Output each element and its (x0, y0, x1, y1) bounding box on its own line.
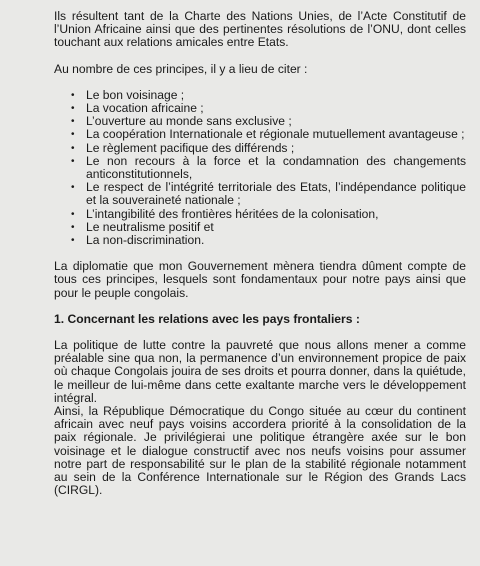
intro-paragraph: Ils résultent tant de la Charte des Nations Unies, de l’Acte Constitutif de l’Union Africaine ainsi que des pertinentes résolutions de l’ONU, dont celles touchant aux relations amicales entre Etats. (54, 9, 466, 50)
bullet-icon: • (71, 142, 75, 154)
bullet-icon: • (71, 116, 75, 128)
bullet-icon: • (71, 129, 75, 141)
bullet-icon: • (71, 89, 75, 101)
principle-text: Le respect de l’intégrité territoriale des Etats, l’indépendance politique et la souveraineté nationale ; (86, 180, 466, 208)
principles-list (54, 89, 466, 247)
principle-text: Le bon voisinage ; (86, 87, 185, 102)
principle-text: Le règlement pacifique des différends ; (86, 140, 295, 155)
principle-text: La vocation africaine ; (86, 101, 204, 116)
section-number: 1. (54, 311, 65, 326)
bullet-icon: • (71, 221, 75, 233)
principle-item (71, 181, 466, 207)
bullet-icon: • (71, 182, 75, 194)
principle-text: La non-discrimination. (86, 233, 205, 248)
principle-text: Le non recours à la force et la condamnation des changements anticonstitutionnels, (86, 153, 466, 182)
bullet-icon: • (71, 208, 75, 220)
bullet-icon: • (71, 103, 75, 115)
principle-text: L’intangibilité des frontières héritées de la colonisation, (86, 206, 379, 221)
principle-item (71, 234, 466, 247)
principle-item (71, 155, 466, 181)
bullet-icon: • (71, 235, 75, 247)
diplomacy-paragraph: La diplomatie que mon Gouvernement mènera tiendra dûment compte de tous ces principes, lesquels sont fondamentaux pour notre pays ainsi que pour le peuple congolais. (54, 259, 466, 300)
section-heading (54, 313, 466, 326)
principles-lead: Au nombre de ces principes, il y a lieu de citer : (54, 61, 308, 76)
poverty-paragraph: La politique de lutte contre la pauvreté que nous allons mener a comme préalable sine qua non, la permanence d’un environnement propice de paix où chaque Congolais jouira de ses droits et pourra donner, dans la quiétude, le meilleur de lui-même dans cette exaltante marche vers le développement intégral. (54, 338, 466, 405)
regional-peace-paragraph: Ainsi, la République Démocratique du Congo située au cœur du continent africain avec neuf pays voisins accordera priorité à la consolidation de la paix régionale. Je privilégierai une politique étrangère axée sur le bon voisinage et le dialogue constructif avec nos neufs voisins pour assumer notre part de responsabilité sur le plan de la stabilité régionale notamment au sein de la Conférence Internationale sur le Région des Grands Lacs (CIRGL). (54, 404, 466, 498)
principle-text: Le neutralisme positif et (86, 219, 214, 234)
bullet-icon: • (71, 155, 75, 167)
principle-text: L’ouverture au monde sans exclusive ; (86, 114, 292, 129)
section-title: Concernant les relations avec les pays frontaliers : (67, 311, 360, 326)
principle-text: La coopération Internationale et régionale mutuellement avantageuse ; (86, 127, 465, 142)
